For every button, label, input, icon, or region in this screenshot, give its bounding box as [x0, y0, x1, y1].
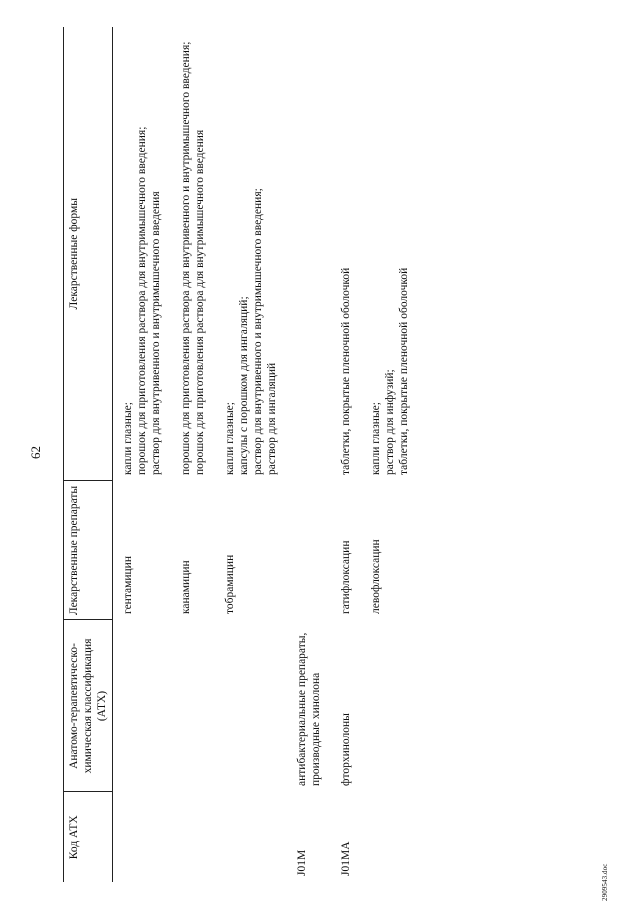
form-line: раствор для ингаляций	[266, 362, 278, 475]
cell-drug: гентамицин	[122, 556, 134, 614]
cell-forms	[171, 27, 215, 481]
table-row	[215, 27, 287, 882]
cell-code: J01M	[296, 849, 308, 876]
form-line: капсулы с порошком для ингаляций;	[238, 296, 250, 475]
form-line: порошок для приготовления раствора для внутримышечного введения	[194, 129, 206, 475]
form-line: раствор для внутривенного и внутримышечного введения	[150, 191, 162, 475]
form-line: капли глазные;	[224, 402, 236, 475]
cell-drug: тобрамицин	[224, 554, 236, 614]
table-row	[113, 27, 172, 882]
table-row	[287, 27, 331, 882]
form-line: капли глазные;	[370, 402, 382, 475]
table-row	[171, 27, 215, 882]
cell-classification: фторхинолоны	[340, 713, 352, 786]
header-classification: Анатомо-терапевтическо-химическая классификация (АТХ)	[64, 620, 113, 792]
cell-forms	[361, 27, 419, 481]
cell-code	[113, 792, 172, 882]
cell-code	[215, 792, 287, 882]
header-forms: Лекарственные формы	[64, 27, 113, 481]
cell-classification	[215, 620, 287, 792]
cell-code	[361, 792, 419, 882]
cell-drug: левофлоксацин	[370, 539, 382, 614]
cell-drug	[287, 481, 331, 620]
cell-forms	[331, 27, 361, 481]
header-code: Код АТХ	[64, 792, 113, 882]
cell-forms	[113, 27, 172, 481]
form-line: капли глазные;	[122, 402, 134, 475]
cell-forms	[287, 27, 331, 481]
form-line: порошок для приготовления раствора для внутримышечного введения;	[136, 126, 148, 475]
header-drugs: Лекарственные препараты	[64, 481, 113, 620]
form-line: таблетки, покрытые пленочной оболочкой	[340, 267, 352, 475]
table-row	[361, 27, 419, 882]
cell-classification	[171, 620, 215, 792]
form-line: раствор для внутривенного и внутримышечного введения;	[252, 188, 264, 475]
cell-drug: канамицин	[180, 560, 192, 614]
cell-classification: антибактериальные препараты, производные хинолона	[296, 632, 322, 786]
cell-code: J01MA	[340, 841, 352, 876]
document-id: 2909543.doc	[601, 863, 609, 901]
form-line: порошок для приготовления раствора для внутривенного и внутримышечного введения;	[180, 41, 192, 475]
cell-forms	[215, 27, 287, 481]
cell-code	[171, 792, 215, 882]
table-row	[331, 27, 361, 882]
form-line: таблетки, покрытые пленочной оболочкой	[398, 267, 410, 475]
page-number: 62	[28, 446, 43, 459]
cell-classification	[361, 620, 419, 792]
atc-table	[63, 27, 419, 882]
table-header-row	[64, 27, 113, 882]
cell-classification	[113, 620, 172, 792]
form-line: раствор для инфузий;	[384, 369, 396, 475]
cell-drug: гатифлоксацин	[340, 540, 352, 614]
